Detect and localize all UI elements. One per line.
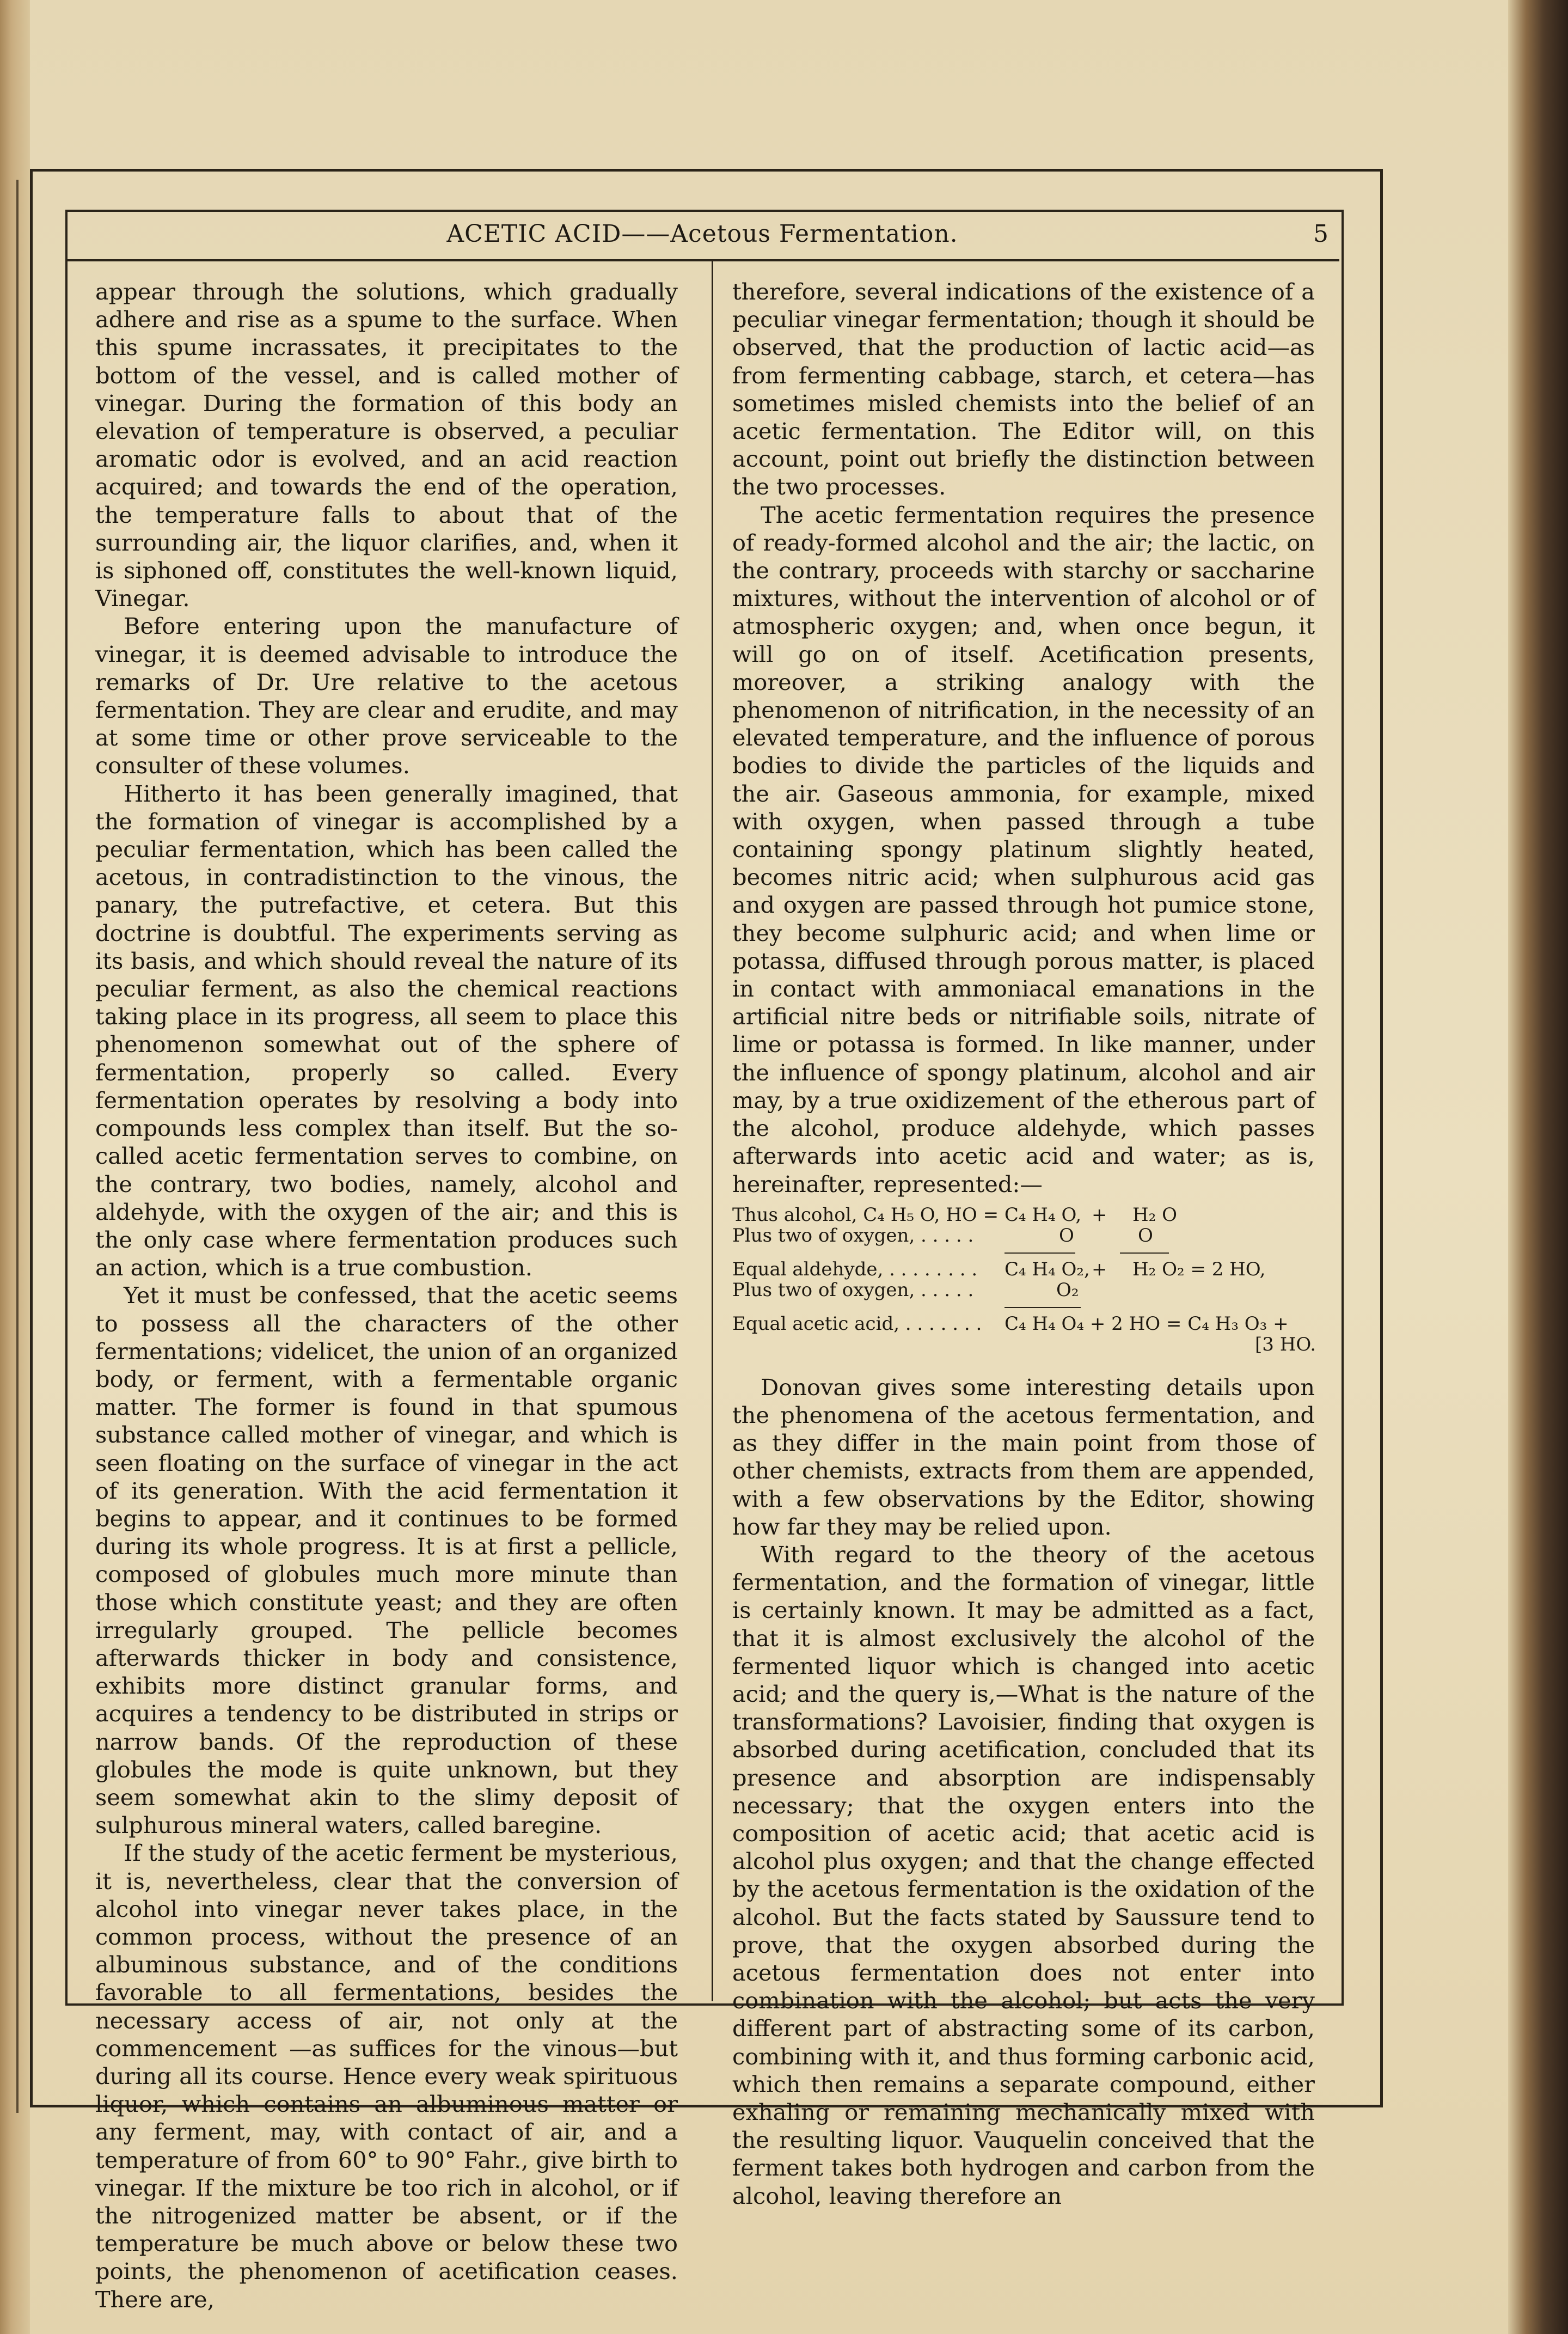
formula-label: Equal aldehyde, . . . . . . . . (732, 1258, 978, 1280)
paragraph: Hitherto it has been generally imagined, that the formation of vinegar is accomplished by a peculiar fermentation, which has been called the acetous, in contradistinction to the vinous, the panary, the putrefactive, et cetera. But this doctrine is doubtful. The experiments serving as its basis, and which should reveal the nature of its peculiar ferment, as also the chemical reactions taking place in its progress, all seem to place this phenomenon somewhat out of the sphere of fermentation, properly so called. Every fermentation operates by resolving a body into compounds less complex than itself. But the so-called acetic fermentation serves to combine, on the contrary, two bodies, namely, alcohol and aldehyde, with the oxygen of the air; and this is the only case where fermentation produces such an action, which is a true combustion. (95, 780, 678, 1281)
header-title: ACETIC ACID——Acetous Fermentation. (446, 220, 958, 248)
formula-label: Equal acetic acid, . . . . . . . (732, 1312, 982, 1335)
formula-term: H₂ O (1132, 1203, 1177, 1226)
formula-label: Thus alcohol, C₄ H₅ O, HO = C₄ H₄ O, (732, 1203, 1082, 1226)
paragraph: therefore, several indications of the existence of a peculiar vinegar fermentation; though it should be observed, that the production of lactic acid—as from fermenting cabbage, starch, et cetera—has sometimes misled chemists into the belief of an acetic fermentation. The Editor will, on this account, point out briefly the distinction between the two processes. (732, 278, 1315, 500)
book-binding-edge (1508, 0, 1568, 2334)
formula-term: C₄ H₄ O₂, (1004, 1258, 1090, 1280)
formula-rule (1004, 1252, 1075, 1254)
formula-label: Plus two of oxygen, . . . . . (732, 1279, 974, 1301)
page-number: 5 (1313, 220, 1328, 248)
formula-rule (1004, 1307, 1081, 1308)
right-column (732, 278, 1315, 2210)
formula-term: O (1138, 1224, 1153, 1247)
facing-page-edge (0, 0, 30, 2334)
column-divider (712, 261, 713, 2001)
paragraph: appear through the solutions, which gradually adhere and rise as a spume to the surface. When this spume incrassates, it precipitates to the bottom of the vessel, and is called mother of vinegar. During the formation of this body an elevation of temperature is observed, a peculiar aromatic odor is evolved, and an acid reaction acquired; and towards the end of the operation, the temperature falls to about that of the surrounding air, the liquor clarifies, and, when it is siphoned off, constitutes the well-known liquid, Vinegar. (95, 278, 678, 612)
facing-page-rule (16, 180, 19, 2113)
paragraph: Donovan gives some interesting details upon the phenomena of the acetous fermentation, and as they differ in the main point from those of other chemists, extracts from them are appended, with a few observations by the Editor, showing how far they may be relied upon. (732, 1373, 1315, 1540)
paragraph: The acetic fermentation requires the presence of ready-formed alcohol and the air; the lactic, on the contrary, proceeds with starchy or saccharine mixtures, without the intervention of alcohol or of atmospheric oxygen; and, when once begun, it will go on of itself. Acetification presents, moreover, a striking analogy with the phenomenon of nitrification, in the necessity of an elevated temperature, and the influence of porous bodies to divide the particles of the liquids and the air. Gaseous ammonia, for example, mixed with oxygen, when passed through a tube containing spongy platinum slightly heated, becomes nitric acid; when sulphurous acid gas and oxygen are passed through hot pumice stone, they become sulphuric acid; and when lime or potassa, diffused through porous matter, is placed in contact with ammoniacal emanations in the artificial nitre beds or nitrifiable soils, nitrate of lime or potassa is formed. In like manner, under the influence of spongy platinum, alcohol and air may, by a true oxidizement of the etherous part of the alcohol, produce aldehyde, which passes afterwards into acetic acid and water; as is, hereinafter, represented:— (732, 501, 1315, 1197)
header-rule (65, 259, 1339, 261)
chemical-formula-block (732, 1205, 1315, 1368)
formula-term: H₂ O₂ = 2 HO, (1132, 1258, 1266, 1280)
formula-label: Plus two of oxygen, . . . . . (732, 1224, 974, 1247)
formula-term: O₂ (1056, 1279, 1079, 1301)
formula-term: O (1059, 1224, 1074, 1247)
formula-plus: + (1092, 1258, 1107, 1280)
formula-term: C₄ H₄ O₄ + 2 HO = C₄ H₃ O₃ + (1004, 1312, 1289, 1335)
formula-term: [3 HO. (1255, 1333, 1316, 1355)
paragraph: With regard to the theory of the acetous fermentation, and the formation of vinegar, little is certainly known. It may be admitted as a fact, that it is almost exclusively the alcohol of the fermented liquor which is changed into acetic acid; and the query is,—What is the nature of the transformations? Lavoisier, finding that oxygen is absorbed during acetification, concluded that its presence and absorption are indispensably necessary; that the oxygen enters into the composition of acetic acid; that acetic acid is alcohol plus oxygen; and that the change effected by the acetous fermentation is the oxidation of the alcohol. But the facts stated by Saussure tend to prove, that the oxygen absorbed during the acetous fermentation does not enter into combination with the alcohol; but acts the very different part of abstracting some of its carbon, combining with it, and thus forming carbonic acid, which then remains a separate compound, either exhaling or remaining mechanically mixed with the resulting liquor. Vauquelin conceived that the ferment takes both hydrogen and carbon from the alcohol, leaving therefore an (732, 1541, 1315, 2209)
formula-plus: + (1092, 1203, 1107, 1226)
left-column (95, 278, 678, 2313)
running-header (65, 217, 1339, 255)
paragraph: Before entering upon the manufacture of vinegar, it is deemed advisable to introduce the remarks of Dr. Ure relative to the acetous fermentation. They are clear and erudite, and may at some time or other prove serviceable to the consulter of these volumes. (95, 613, 678, 779)
paragraph: Yet it must be confessed, that the acetic seems to possess all the characters of the other fermentations; videlicet, the union of an organized body, or ferment, with a fermentable organic matter. The former is found in that spumous substance called mother of vinegar, and which is seen floating on the surface of vinegar in the act of its generation. With the acid fermentation it begins to appear, and it continues to be formed during its whole progress. It is at first a pellicle, composed of globules much more minute than those which constitute yeast; and they are often irregularly grouped. The pellicle becomes afterwards thicker in body and consistence, exhibits more distinct granular forms, and acquires a tendency to be distributed in strips or narrow bands. Of the reproduction of these globules the mode is quite unknown, but they seem somewhat akin to the slimy deposit of sulphurous mineral waters, called baregine. (95, 1282, 678, 1839)
formula-rule (1120, 1252, 1169, 1254)
paragraph: If the study of the acetic ferment be mysterious, it is, nevertheless, clear that the conversion of alcohol into vinegar never takes place, in the common process, without the presence of an albuminous substance, and of the conditions favorable to all fermentations, besides the necessary access of air, not only at the commencement —as suffices for the vinous—but during all its course. Hence every weak spirituous liquor, which contains an albuminous matter or any ferment, may, with contact of air, and a temperature of from 60° to 90° Fahr., give birth to vinegar. If the mixture be too rich in alcohol, or if the nitrogenized matter be absent, or if the temperature be much above or below these two points, the phenomenon of acetification ceases. There are, (95, 1840, 678, 2313)
